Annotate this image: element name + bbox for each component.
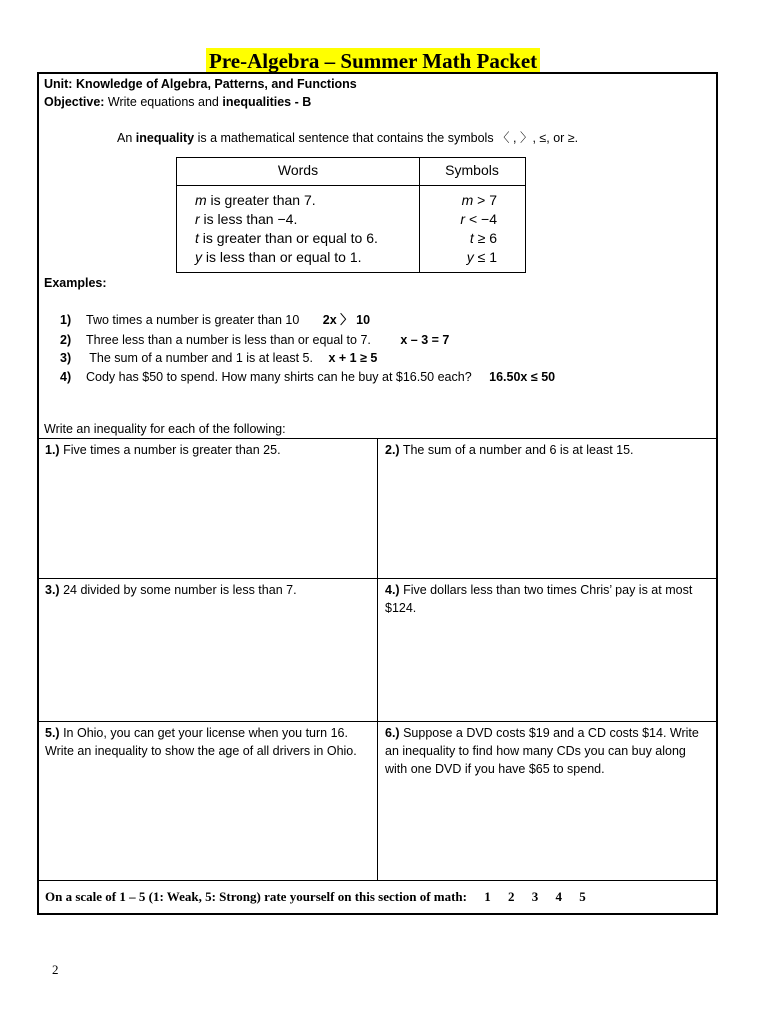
problem-6[interactable]: 6.) Suppose a DVD costs $19 and a CD costs $14. Write an inequality to find how many CDs you can buy along with one DVD if you have $65 to spend. xyxy=(377,721,718,880)
table-row: r is less than −4. xyxy=(195,211,298,227)
example-item: 3) The sum of a number and 1 is at least 5. x + 1 ≥ 5 xyxy=(60,351,378,365)
rating-option-3[interactable]: 3 xyxy=(531,889,539,904)
example-item: 2) Three less than a number is less than or equal to 7. x – 3 = 7 xyxy=(60,333,450,347)
example-answer: 16.50x ≤ 50 xyxy=(489,370,556,384)
rating-option-1[interactable]: 1 xyxy=(484,889,491,904)
unit-line xyxy=(44,76,357,93)
rating-prompt: On a scale of 1 – 5 (1: Weak, 5: Strong) rate yourself on this section of math: xyxy=(45,889,467,904)
problem-1[interactable]: 1.) Five times a number is greater than 25. xyxy=(37,438,377,578)
table-row: m is greater than 7. xyxy=(195,192,316,208)
unit-value: Knowledge of Algebra, Patterns, and Functions xyxy=(75,77,357,91)
rating-option-4[interactable]: 4 xyxy=(555,889,562,904)
example-answer: x – 3 = 7 xyxy=(400,333,450,347)
objective-value: Write equations and xyxy=(107,95,223,109)
table-symbol: y ≤ 1 xyxy=(466,249,497,265)
unit-label: Unit: xyxy=(44,77,73,91)
page-title: Pre-Algebra – Summer Math Packet xyxy=(206,48,540,74)
problem-2[interactable]: 2.) The sum of a number and 6 is at least 15. xyxy=(377,438,718,578)
instruction: Write an inequality for each of the following: xyxy=(44,422,286,436)
objective-value-bold: inequalities - B xyxy=(222,95,312,109)
table-symbol: r < −4 xyxy=(460,211,497,227)
problem-3[interactable]: 3.) 24 divided by some number is less than 7. xyxy=(37,578,377,721)
objective-line xyxy=(44,94,311,111)
table-row: t is greater than or equal to 6. xyxy=(195,230,378,246)
header-symbols: Symbols xyxy=(445,162,499,178)
example-answer: x + 1 ≥ 5 xyxy=(328,351,378,365)
table-row: y is less than or equal to 1. xyxy=(195,249,362,265)
definition-term: inequality xyxy=(135,131,195,145)
problem-5[interactable]: 5.) In Ohio, you can get your license when you turn 16. Write an inequality to show the age of all drivers in Ohio. xyxy=(37,721,377,880)
header-words: Words xyxy=(277,162,319,178)
problem-4[interactable]: 4.) Five dollars less than two times Chris’ pay is at most $124. xyxy=(377,578,718,721)
objective-label: Objective: xyxy=(44,95,105,109)
rating-option-5[interactable]: 5 xyxy=(579,889,586,904)
examples-label: Examples: xyxy=(44,276,107,290)
page-number: 2 xyxy=(52,962,59,977)
words-symbols-table xyxy=(176,157,526,273)
rating-option-2[interactable]: 2 xyxy=(508,889,515,904)
definition: An inequality is a mathematical sentence that contains the symbols 〈 , 〉, ≤, or ≥. xyxy=(117,131,579,145)
example-item: 4) Cody has $50 to spend. How many shirts can he buy at $16.50 each? 16.50x ≤ 50 xyxy=(60,370,556,384)
table-symbol: m > 7 xyxy=(461,192,497,208)
example-item: 1) Two times a number is greater than 10 2x 〉 10 xyxy=(60,313,371,327)
example-answer: 2x 〉 10 xyxy=(322,313,371,327)
table-symbol: t ≥ 6 xyxy=(469,230,497,246)
self-rating xyxy=(37,880,718,915)
